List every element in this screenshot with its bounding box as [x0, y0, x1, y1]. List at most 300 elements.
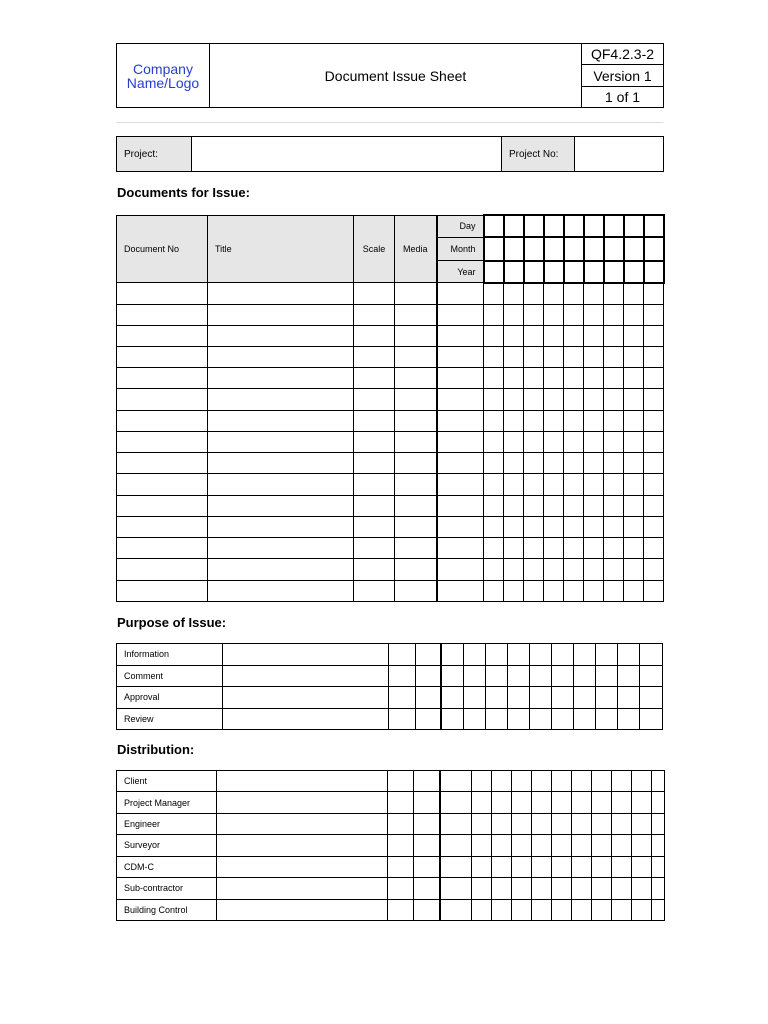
distribution-cell[interactable] — [217, 878, 388, 899]
distribution-cell[interactable] — [492, 835, 512, 856]
purpose-cell[interactable] — [415, 708, 441, 730]
distribution-cell[interactable] — [632, 792, 652, 813]
purpose-cell[interactable] — [529, 665, 551, 687]
document-cell[interactable] — [544, 474, 564, 495]
distribution-cell[interactable] — [592, 792, 612, 813]
distribution-cell[interactable] — [388, 835, 414, 856]
document-cell[interactable] — [354, 495, 395, 516]
distribution-cell[interactable] — [552, 835, 572, 856]
date-cell[interactable] — [484, 261, 504, 283]
document-cell[interactable] — [604, 389, 624, 410]
distribution-cell[interactable] — [572, 856, 592, 877]
distribution-cell[interactable] — [592, 856, 612, 877]
document-cell[interactable] — [584, 453, 604, 474]
document-cell[interactable] — [504, 346, 524, 367]
distribution-cell[interactable] — [440, 813, 472, 834]
document-cell[interactable] — [544, 580, 564, 601]
document-cell[interactable] — [624, 346, 644, 367]
document-cell[interactable] — [437, 516, 484, 537]
document-cell[interactable] — [584, 410, 604, 431]
distribution-cell[interactable] — [592, 813, 612, 834]
document-cell[interactable] — [208, 559, 354, 580]
document-cell[interactable] — [564, 389, 584, 410]
purpose-cell[interactable] — [551, 708, 573, 730]
document-cell[interactable] — [564, 283, 584, 304]
document-cell[interactable] — [208, 325, 354, 346]
distribution-cell[interactable] — [612, 878, 632, 899]
document-cell[interactable] — [604, 431, 624, 452]
document-cell[interactable] — [644, 389, 664, 410]
distribution-cell[interactable] — [217, 792, 388, 813]
distribution-cell[interactable] — [414, 856, 440, 877]
distribution-cell[interactable] — [632, 813, 652, 834]
document-cell[interactable] — [354, 389, 395, 410]
document-cell[interactable] — [484, 580, 504, 601]
document-cell[interactable] — [484, 346, 504, 367]
date-cell[interactable] — [564, 261, 584, 283]
date-cell[interactable] — [604, 215, 624, 237]
document-cell[interactable] — [354, 304, 395, 325]
distribution-cell[interactable] — [414, 878, 440, 899]
document-cell[interactable] — [644, 368, 664, 389]
purpose-cell[interactable] — [551, 644, 573, 666]
distribution-cell[interactable] — [552, 856, 572, 877]
date-cell[interactable] — [584, 237, 604, 260]
document-cell[interactable] — [584, 516, 604, 537]
document-cell[interactable] — [584, 538, 604, 559]
document-cell[interactable] — [484, 368, 504, 389]
document-cell[interactable] — [208, 495, 354, 516]
document-cell[interactable] — [624, 559, 644, 580]
distribution-cell[interactable] — [632, 771, 652, 792]
document-cell[interactable] — [354, 410, 395, 431]
purpose-cell[interactable] — [223, 708, 389, 730]
distribution-cell[interactable] — [512, 835, 532, 856]
document-cell[interactable] — [395, 389, 437, 410]
document-cell[interactable] — [504, 559, 524, 580]
distribution-cell[interactable] — [652, 899, 665, 920]
document-cell[interactable] — [564, 474, 584, 495]
document-cell[interactable] — [437, 410, 484, 431]
document-cell[interactable] — [484, 389, 504, 410]
document-cell[interactable] — [437, 559, 484, 580]
distribution-cell[interactable] — [492, 792, 512, 813]
date-cell[interactable] — [504, 261, 524, 283]
document-cell[interactable] — [354, 325, 395, 346]
document-cell[interactable] — [117, 410, 208, 431]
document-cell[interactable] — [524, 516, 544, 537]
distribution-cell[interactable] — [592, 771, 612, 792]
document-cell[interactable] — [437, 389, 484, 410]
document-cell[interactable] — [395, 453, 437, 474]
distribution-cell[interactable] — [532, 792, 552, 813]
distribution-cell[interactable] — [492, 813, 512, 834]
document-cell[interactable] — [644, 325, 664, 346]
purpose-cell[interactable] — [441, 644, 463, 666]
document-cell[interactable] — [644, 283, 664, 304]
distribution-cell[interactable] — [512, 771, 532, 792]
document-cell[interactable] — [208, 368, 354, 389]
document-cell[interactable] — [604, 538, 624, 559]
document-cell[interactable] — [564, 559, 584, 580]
document-cell[interactable] — [437, 368, 484, 389]
date-cell[interactable] — [564, 237, 584, 260]
purpose-cell[interactable] — [507, 708, 529, 730]
document-cell[interactable] — [624, 580, 644, 601]
document-cell[interactable] — [524, 431, 544, 452]
distribution-cell[interactable] — [652, 835, 665, 856]
distribution-cell[interactable] — [440, 792, 472, 813]
document-cell[interactable] — [504, 325, 524, 346]
purpose-cell[interactable] — [415, 665, 441, 687]
document-cell[interactable] — [544, 283, 564, 304]
distribution-cell[interactable] — [652, 771, 665, 792]
date-cell[interactable] — [504, 237, 524, 260]
distribution-cell[interactable] — [472, 856, 492, 877]
document-cell[interactable] — [604, 368, 624, 389]
date-cell[interactable] — [484, 237, 504, 260]
document-cell[interactable] — [437, 325, 484, 346]
distribution-cell[interactable] — [388, 856, 414, 877]
document-cell[interactable] — [504, 580, 524, 601]
document-cell[interactable] — [584, 368, 604, 389]
document-cell[interactable] — [604, 410, 624, 431]
document-cell[interactable] — [208, 431, 354, 452]
document-cell[interactable] — [504, 495, 524, 516]
distribution-cell[interactable] — [552, 878, 572, 899]
document-cell[interactable] — [504, 304, 524, 325]
document-cell[interactable] — [208, 283, 354, 304]
document-cell[interactable] — [624, 368, 644, 389]
document-cell[interactable] — [117, 346, 208, 367]
document-cell[interactable] — [117, 495, 208, 516]
date-cell[interactable] — [484, 215, 504, 237]
document-cell[interactable] — [117, 538, 208, 559]
document-cell[interactable] — [524, 304, 544, 325]
distribution-cell[interactable] — [612, 813, 632, 834]
date-cell[interactable] — [584, 261, 604, 283]
date-cell[interactable] — [524, 261, 544, 283]
purpose-cell[interactable] — [463, 665, 485, 687]
distribution-cell[interactable] — [492, 878, 512, 899]
document-cell[interactable] — [504, 431, 524, 452]
document-cell[interactable] — [584, 474, 604, 495]
distribution-cell[interactable] — [440, 878, 472, 899]
distribution-cell[interactable] — [592, 878, 612, 899]
document-cell[interactable] — [524, 495, 544, 516]
purpose-cell[interactable] — [595, 665, 617, 687]
document-cell[interactable] — [117, 453, 208, 474]
document-cell[interactable] — [354, 283, 395, 304]
document-cell[interactable] — [604, 325, 624, 346]
document-cell[interactable] — [208, 516, 354, 537]
distribution-cell[interactable] — [512, 856, 532, 877]
document-cell[interactable] — [117, 368, 208, 389]
purpose-cell[interactable] — [551, 687, 573, 709]
document-cell[interactable] — [117, 580, 208, 601]
document-cell[interactable] — [584, 389, 604, 410]
document-cell[interactable] — [484, 453, 504, 474]
document-cell[interactable] — [117, 431, 208, 452]
document-cell[interactable] — [395, 495, 437, 516]
document-cell[interactable] — [584, 325, 604, 346]
project-field[interactable] — [192, 137, 502, 172]
document-cell[interactable] — [117, 516, 208, 537]
date-cell[interactable] — [504, 215, 524, 237]
distribution-cell[interactable] — [592, 899, 612, 920]
document-cell[interactable] — [584, 283, 604, 304]
document-cell[interactable] — [624, 304, 644, 325]
document-cell[interactable] — [544, 325, 564, 346]
document-cell[interactable] — [624, 453, 644, 474]
date-cell[interactable] — [524, 237, 544, 260]
document-cell[interactable] — [524, 559, 544, 580]
date-cell[interactable] — [544, 237, 564, 260]
date-cell[interactable] — [644, 261, 664, 283]
document-cell[interactable] — [564, 325, 584, 346]
distribution-cell[interactable] — [217, 899, 388, 920]
document-cell[interactable] — [604, 283, 624, 304]
purpose-cell[interactable] — [463, 687, 485, 709]
document-cell[interactable] — [354, 431, 395, 452]
date-cell[interactable] — [564, 215, 584, 237]
document-cell[interactable] — [564, 538, 584, 559]
document-cell[interactable] — [354, 453, 395, 474]
date-cell[interactable] — [524, 215, 544, 237]
purpose-cell[interactable] — [485, 665, 507, 687]
document-cell[interactable] — [208, 453, 354, 474]
document-cell[interactable] — [584, 431, 604, 452]
distribution-cell[interactable] — [472, 835, 492, 856]
distribution-cell[interactable] — [532, 771, 552, 792]
document-cell[interactable] — [644, 516, 664, 537]
document-cell[interactable] — [564, 304, 584, 325]
document-cell[interactable] — [437, 304, 484, 325]
document-cell[interactable] — [504, 389, 524, 410]
purpose-cell[interactable] — [507, 687, 529, 709]
document-cell[interactable] — [544, 389, 564, 410]
purpose-cell[interactable] — [529, 644, 551, 666]
distribution-cell[interactable] — [652, 813, 665, 834]
document-cell[interactable] — [208, 304, 354, 325]
document-cell[interactable] — [395, 410, 437, 431]
distribution-cell[interactable] — [472, 878, 492, 899]
document-cell[interactable] — [524, 346, 544, 367]
document-cell[interactable] — [504, 410, 524, 431]
document-cell[interactable] — [544, 516, 564, 537]
purpose-cell[interactable] — [617, 644, 639, 666]
document-cell[interactable] — [395, 431, 437, 452]
distribution-cell[interactable] — [532, 813, 552, 834]
document-cell[interactable] — [208, 474, 354, 495]
purpose-cell[interactable] — [507, 644, 529, 666]
document-cell[interactable] — [604, 495, 624, 516]
purpose-cell[interactable] — [639, 687, 662, 709]
document-cell[interactable] — [117, 304, 208, 325]
distribution-cell[interactable] — [592, 835, 612, 856]
document-cell[interactable] — [208, 389, 354, 410]
purpose-cell[interactable] — [507, 665, 529, 687]
document-cell[interactable] — [604, 559, 624, 580]
document-cell[interactable] — [524, 580, 544, 601]
purpose-cell[interactable] — [595, 708, 617, 730]
distribution-cell[interactable] — [572, 835, 592, 856]
distribution-cell[interactable] — [388, 813, 414, 834]
date-cell[interactable] — [624, 215, 644, 237]
document-cell[interactable] — [208, 580, 354, 601]
document-cell[interactable] — [544, 304, 564, 325]
document-cell[interactable] — [584, 580, 604, 601]
document-cell[interactable] — [524, 368, 544, 389]
document-cell[interactable] — [644, 538, 664, 559]
document-cell[interactable] — [395, 516, 437, 537]
document-cell[interactable] — [484, 474, 504, 495]
distribution-cell[interactable] — [612, 771, 632, 792]
document-cell[interactable] — [117, 559, 208, 580]
distribution-cell[interactable] — [612, 835, 632, 856]
document-cell[interactable] — [504, 283, 524, 304]
purpose-cell[interactable] — [485, 708, 507, 730]
distribution-cell[interactable] — [632, 856, 652, 877]
distribution-cell[interactable] — [388, 792, 414, 813]
document-cell[interactable] — [584, 495, 604, 516]
document-cell[interactable] — [624, 431, 644, 452]
purpose-cell[interactable] — [485, 644, 507, 666]
distribution-cell[interactable] — [612, 792, 632, 813]
document-cell[interactable] — [564, 516, 584, 537]
distribution-cell[interactable] — [440, 771, 472, 792]
document-cell[interactable] — [484, 304, 504, 325]
document-cell[interactable] — [644, 410, 664, 431]
date-cell[interactable] — [584, 215, 604, 237]
document-cell[interactable] — [644, 304, 664, 325]
document-cell[interactable] — [644, 346, 664, 367]
document-cell[interactable] — [504, 474, 524, 495]
document-cell[interactable] — [504, 538, 524, 559]
purpose-cell[interactable] — [463, 644, 485, 666]
purpose-cell[interactable] — [529, 687, 551, 709]
document-cell[interactable] — [484, 431, 504, 452]
distribution-cell[interactable] — [414, 899, 440, 920]
document-cell[interactable] — [484, 559, 504, 580]
document-cell[interactable] — [564, 580, 584, 601]
distribution-cell[interactable] — [512, 899, 532, 920]
purpose-cell[interactable] — [441, 708, 463, 730]
distribution-cell[interactable] — [217, 835, 388, 856]
purpose-cell[interactable] — [223, 687, 389, 709]
distribution-cell[interactable] — [572, 899, 592, 920]
date-cell[interactable] — [544, 261, 564, 283]
purpose-cell[interactable] — [389, 665, 415, 687]
purpose-cell[interactable] — [639, 644, 662, 666]
document-cell[interactable] — [624, 283, 644, 304]
document-cell[interactable] — [644, 474, 664, 495]
distribution-cell[interactable] — [414, 771, 440, 792]
distribution-cell[interactable] — [440, 856, 472, 877]
document-cell[interactable] — [544, 410, 564, 431]
document-cell[interactable] — [564, 410, 584, 431]
distribution-cell[interactable] — [492, 771, 512, 792]
purpose-cell[interactable] — [595, 687, 617, 709]
date-cell[interactable] — [644, 237, 664, 260]
document-cell[interactable] — [644, 431, 664, 452]
purpose-cell[interactable] — [441, 665, 463, 687]
purpose-cell[interactable] — [595, 644, 617, 666]
distribution-cell[interactable] — [388, 771, 414, 792]
distribution-cell[interactable] — [572, 771, 592, 792]
document-cell[interactable] — [437, 495, 484, 516]
distribution-cell[interactable] — [217, 856, 388, 877]
document-cell[interactable] — [624, 410, 644, 431]
distribution-cell[interactable] — [572, 813, 592, 834]
distribution-cell[interactable] — [652, 792, 665, 813]
distribution-cell[interactable] — [492, 856, 512, 877]
document-cell[interactable] — [624, 474, 644, 495]
distribution-cell[interactable] — [472, 792, 492, 813]
purpose-cell[interactable] — [389, 708, 415, 730]
document-cell[interactable] — [624, 325, 644, 346]
distribution-cell[interactable] — [572, 878, 592, 899]
document-cell[interactable] — [354, 559, 395, 580]
document-cell[interactable] — [544, 453, 564, 474]
document-cell[interactable] — [354, 368, 395, 389]
distribution-cell[interactable] — [440, 835, 472, 856]
distribution-cell[interactable] — [652, 856, 665, 877]
document-cell[interactable] — [395, 559, 437, 580]
document-cell[interactable] — [504, 368, 524, 389]
distribution-cell[interactable] — [512, 878, 532, 899]
purpose-cell[interactable] — [551, 665, 573, 687]
document-cell[interactable] — [354, 580, 395, 601]
distribution-cell[interactable] — [512, 792, 532, 813]
document-cell[interactable] — [395, 346, 437, 367]
document-cell[interactable] — [484, 410, 504, 431]
document-cell[interactable] — [564, 453, 584, 474]
purpose-cell[interactable] — [389, 687, 415, 709]
document-cell[interactable] — [564, 368, 584, 389]
date-cell[interactable] — [544, 215, 564, 237]
distribution-cell[interactable] — [414, 792, 440, 813]
document-cell[interactable] — [604, 474, 624, 495]
distribution-cell[interactable] — [552, 813, 572, 834]
document-cell[interactable] — [437, 346, 484, 367]
distribution-cell[interactable] — [217, 813, 388, 834]
distribution-cell[interactable] — [532, 856, 552, 877]
document-cell[interactable] — [354, 538, 395, 559]
date-cell[interactable] — [624, 237, 644, 260]
document-cell[interactable] — [544, 368, 564, 389]
document-cell[interactable] — [544, 346, 564, 367]
document-cell[interactable] — [524, 325, 544, 346]
purpose-cell[interactable] — [223, 644, 389, 666]
date-cell[interactable] — [624, 261, 644, 283]
distribution-cell[interactable] — [414, 835, 440, 856]
distribution-cell[interactable] — [492, 899, 512, 920]
document-cell[interactable] — [544, 559, 564, 580]
document-cell[interactable] — [604, 453, 624, 474]
distribution-cell[interactable] — [440, 899, 472, 920]
document-cell[interactable] — [624, 389, 644, 410]
document-cell[interactable] — [117, 474, 208, 495]
document-cell[interactable] — [395, 538, 437, 559]
distribution-cell[interactable] — [652, 878, 665, 899]
document-cell[interactable] — [484, 495, 504, 516]
distribution-cell[interactable] — [532, 835, 552, 856]
document-cell[interactable] — [524, 389, 544, 410]
document-cell[interactable] — [624, 495, 644, 516]
document-cell[interactable] — [624, 516, 644, 537]
distribution-cell[interactable] — [552, 792, 572, 813]
